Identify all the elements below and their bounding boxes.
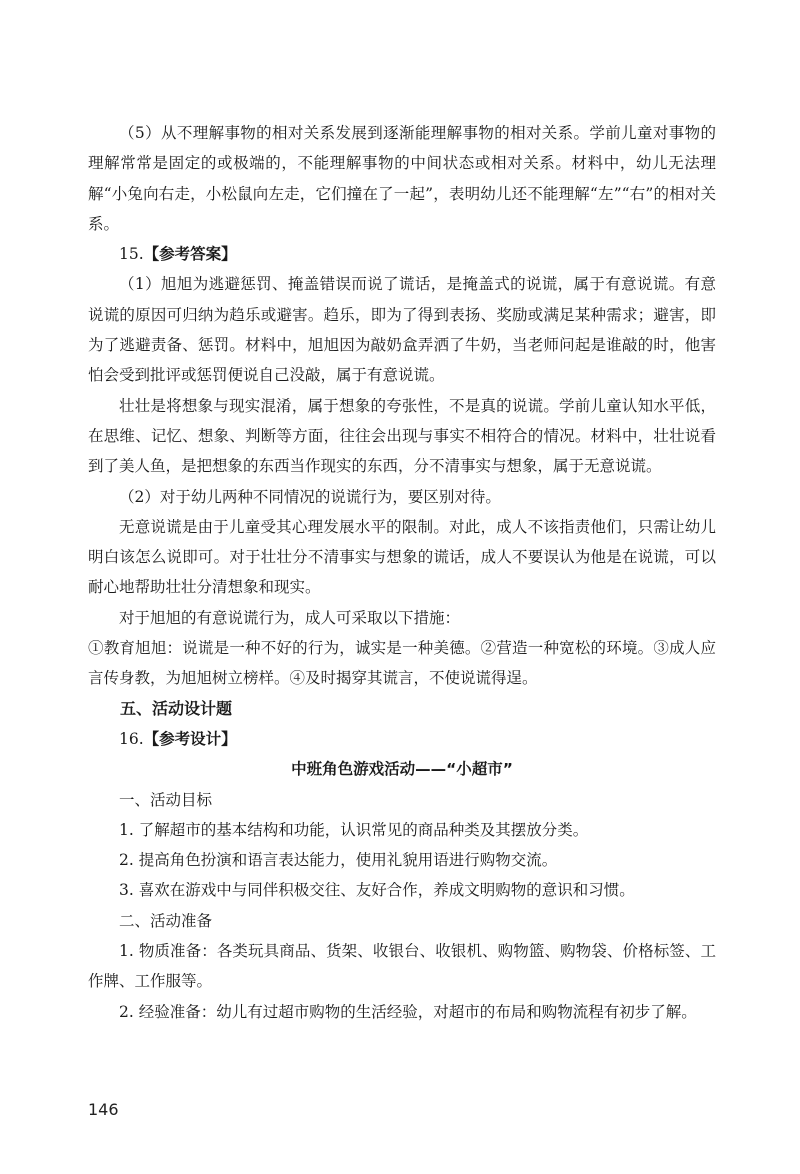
answer-part-1: （1）旭旭为逃避惩罚、掩盖错误而说了谎话，是掩盖式的说谎，属于有意说谎。有意说谎的原因可归纳为趋乐或避害。趋乐，即为了得到表扬、奖励或满足某种需求；避害，即为了逃避责备、惩罚。材料中，旭旭因为敲奶盒弄洒了牛奶，当老师问起是谁敲的时，他害怕会受到批评或惩罚便说自己没敲，属于有意说谎。 [88, 275, 716, 385]
goal-item: 3. 喜欢在游戏中与同伴积极交往、友好合作，养成文明购物的意识和习惯。 [119, 881, 635, 900]
activity-title: 中班角色游戏活动——“小超市” [291, 760, 513, 779]
goals-heading: 一、活动目标 [119, 790, 213, 809]
prep-item: 1. 物质准备：各类玩具商品、货架、收银台、收银机、购物篮、购物袋、价格标签、工作牌、工作服等。 [88, 942, 716, 991]
answer-part-2: （2）对于幼儿两种不同情况的说谎行为，要区别对待。 [119, 487, 501, 506]
answer-part-2c: 对于旭旭的有意说谎行为，成人可采取以下措施： [119, 608, 461, 627]
answer-paragraph-5: （5）从不理解事物的相对关系发展到逐渐能理解事物的相对关系。学前儿童对事物的理解常常是固定的或极端的，不能理解事物的中间状态或相对关系。材料中，幼儿无法理解“小兔向右走，小松鼠向左走，它们撞在了一起”，表明幼儿还不能理解“左”“右”的相对关系。 [88, 124, 716, 233]
question-number: 15. [119, 245, 144, 264]
prep-heading: 二、活动准备 [119, 911, 213, 930]
answer-part-2b: 无意说谎是由于儿童受其心理发展水平的限制。对此，成人不该指责他们，只需让幼儿明白该怎么说即可。对于壮壮分不清事实与想象的谎话，成人不要误认为他是在说谎，可以耐心地帮助壮壮分清想象和现实。 [88, 517, 716, 597]
design-label: 【参考设计】 [143, 729, 237, 748]
answer-part-1b: 壮壮是将想象与现实混淆，属于想象的夸张性，不是真的说谎。学前儿童认知水平低，在思维、记忆、想象、判断等方面，往往会出现与事实不相符合的情况。材料中，壮壮说看到了美人鱼，是把想象的东西当作现实的东西，分不清事实与想象，属于无意说谎。 [88, 396, 716, 476]
page-content [88, 118, 716, 1027]
question-16-heading [88, 724, 716, 754]
page-number: 146 [88, 1100, 119, 1119]
question-15-heading [88, 239, 716, 269]
answer-label: 【参考答案】 [143, 245, 237, 264]
question-number: 16. [119, 729, 144, 748]
answer-part-2d: ①教育旭旭：说谎是一种不好的行为，诚实是一种美德。②营造一种宽松的环境。③成人应言传身教，为旭旭树立榜样。④及时揭穿其谎言，不使说谎得逞。 [88, 639, 716, 688]
goal-item: 2. 提高角色扮演和语言表达能力，使用礼貌用语进行购物交流。 [119, 851, 558, 870]
goal-item: 1. 了解超市的基本结构和功能，认识常见的商品种类及其摆放分类。 [119, 820, 589, 839]
prep-item: 2. 经验准备：幼儿有过超市购物的生活经验，对超市的布局和购物流程有初步了解。 [119, 1002, 697, 1021]
section-title: 五、活动设计题 [120, 698, 233, 718]
